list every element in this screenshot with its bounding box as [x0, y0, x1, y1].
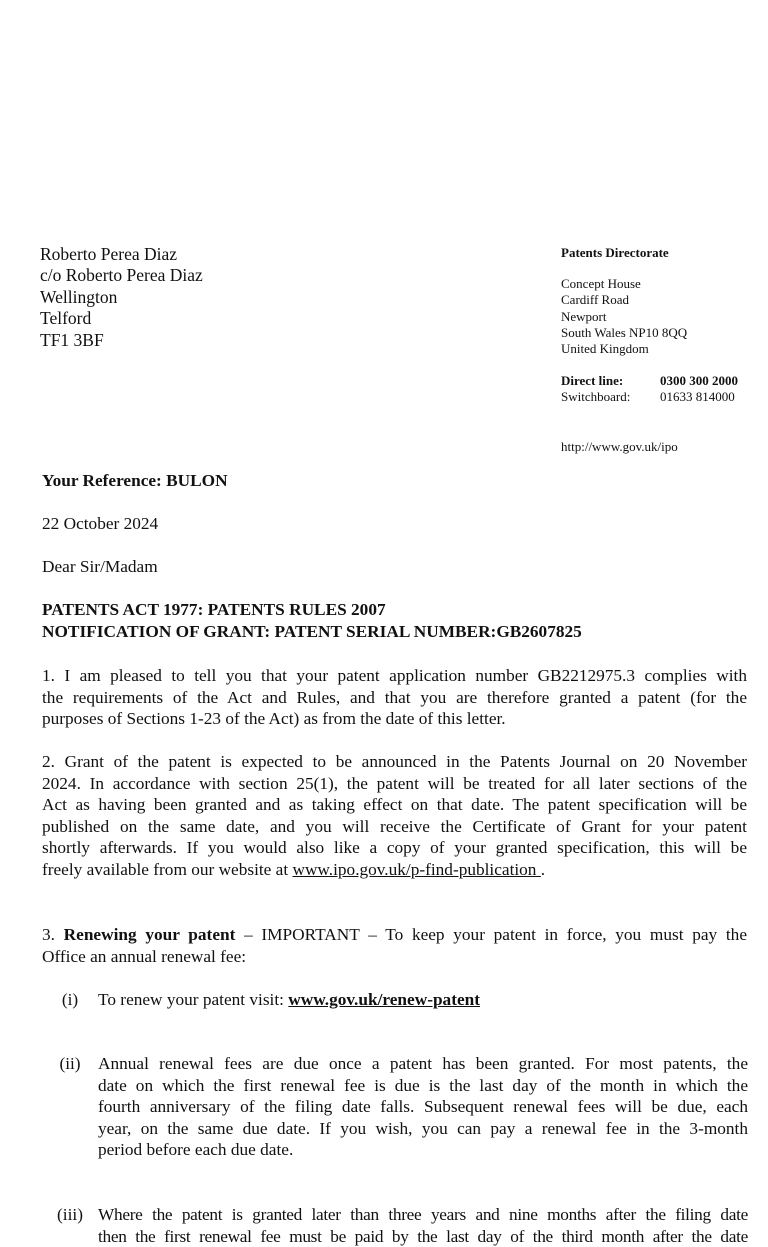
- address-line: Telford: [40, 308, 92, 329]
- switchboard-label: Switchboard:: [561, 389, 631, 405]
- text-line: date on which the first renewal fee is due is the last day of the month in which the: [98, 1075, 748, 1095]
- office-address-line: Newport: [561, 308, 607, 324]
- office-address-line: Cardiff Road: [561, 292, 629, 308]
- office-address-line: United Kingdom: [561, 341, 649, 357]
- direct-line-number: 0300 300 2000: [660, 373, 738, 389]
- text-line: Office an annual renewal fee:: [42, 946, 247, 966]
- text-line: published on the same date, and you will receive the Certificate of Grant for your patent: [42, 816, 747, 836]
- text-line: shortly afterwards. If you would also like a copy of your granted specification, this will be: [42, 838, 747, 858]
- text-line: the requirements of the Act and Rules, and that you are therefore granted a patent (for the: [42, 687, 747, 707]
- find-publication-link[interactable]: www.ipo.gov.uk/p-find-publication: [292, 859, 541, 879]
- item-number: (i): [61, 990, 79, 1009]
- text-line: [42, 859, 747, 881]
- direct-line-label: Direct line:: [561, 373, 624, 389]
- text-line: 2024. In accordance with section 25(1), the patent will be treated for all later sections of the: [42, 773, 747, 793]
- text-line: [42, 924, 747, 946]
- text-line: then the first renewal fee must be paid by the last day of the third month after the date: [98, 1226, 748, 1246]
- text-line: period before each due date.: [98, 1140, 294, 1160]
- address-line: c/o Roberto Perea Diaz: [40, 265, 203, 286]
- text-fragment: 3.: [42, 925, 64, 944]
- text-line: Where the patent is granted later than three years and nine months after the filing date: [98, 1205, 748, 1224]
- list-item-ii: [42, 1053, 748, 1161]
- heading-line: PATENTS ACT 1977: PATENTS RULES 2007: [42, 600, 386, 619]
- text-line: Annual renewal fees are due once a patent has been granted. For most patents, the: [98, 1054, 748, 1073]
- office-website[interactable]: http://www.gov.uk/ipo: [561, 438, 678, 454]
- office-address-line: South Wales NP10 8QQ: [561, 324, 688, 340]
- address-line: TF1 3BF: [40, 329, 104, 350]
- text-line: 2. Grant of the patent is expected to be announced in the Patents Journal on 20 November: [42, 752, 747, 771]
- directorate-name: Patents Directorate: [561, 245, 669, 260]
- text-line: 1. I am pleased to tell you that your patent application number GB2212975.3 complies with: [42, 666, 747, 685]
- switchboard: [561, 389, 738, 405]
- recipient-address: [40, 244, 203, 351]
- letter-heading: [42, 599, 582, 642]
- renewing-heading: Renewing your patent: [63, 925, 236, 944]
- switchboard-number: 01633 814000: [660, 389, 735, 405]
- paragraph-2: [42, 751, 747, 881]
- item-text: To renew your patent visit:: [98, 990, 289, 1009]
- letter-date: 22 October 2024: [42, 514, 159, 533]
- direct-line: [561, 373, 738, 389]
- address-line: Wellington: [40, 286, 118, 307]
- item-number: (iii): [57, 1205, 83, 1224]
- paragraph-3: [42, 924, 747, 967]
- text-fragment: .: [540, 859, 546, 879]
- text-line: purposes of Sections 1-23 of the Act) as from the date of this letter.: [42, 709, 506, 729]
- heading-line: NOTIFICATION OF GRANT: PATENT SERIAL NUMBER:GB2607825: [42, 621, 582, 641]
- paragraph-1: [42, 665, 747, 730]
- list-item-i: [42, 989, 480, 1011]
- text-line: fourth anniversary of the filing date falls. Subsequent renewal fees will be due, each: [98, 1097, 748, 1117]
- renew-patent-link[interactable]: www.gov.uk/renew-patent: [288, 990, 480, 1009]
- your-reference: Your Reference: BULON: [42, 471, 228, 490]
- list-item-iii: [42, 1204, 748, 1247]
- salutation: Dear Sir/Madam: [42, 557, 158, 576]
- text-line: Act as having been granted and as taking effect on that date. The patent specification will be: [42, 795, 747, 815]
- office-details: [561, 245, 738, 455]
- item-number: (ii): [59, 1054, 81, 1073]
- text-fragment: – IMPORTANT – To keep your patent in force, you must pay the: [235, 925, 747, 944]
- office-address-line: Concept House: [561, 276, 641, 292]
- address-line: Roberto Perea Diaz: [40, 244, 178, 264]
- text-fragment: freely available from our website at: [42, 859, 293, 879]
- text-line: year, on the same due date. If you wish, you can pay a renewal fee in the 3-month: [98, 1118, 748, 1138]
